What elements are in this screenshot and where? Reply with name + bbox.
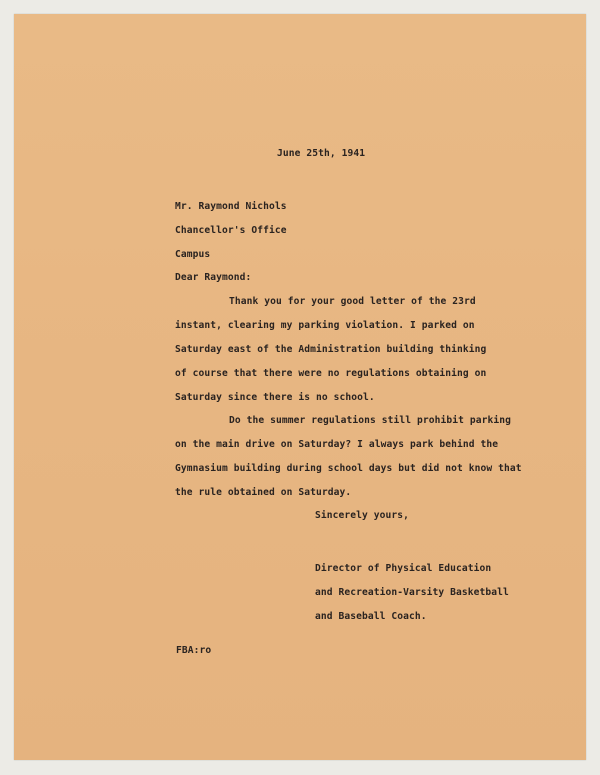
body-line: instant, clearing my parking violation. I parked on (175, 320, 475, 331)
body-line: the rule obtained on Saturday. (175, 487, 352, 498)
recipient-name: Mr. Raymond Nichols (175, 201, 287, 212)
recipient-location: Campus (175, 249, 211, 260)
signature-title-line: and Baseball Coach. (315, 611, 427, 622)
closing: Sincerely yours, (315, 510, 410, 521)
body-line: Gymnasium building during school days but did not know that (175, 463, 522, 474)
body-line: Saturday since there is no school. (175, 392, 375, 403)
body-line: on the main drive on Saturday? I always park behind the (175, 439, 499, 450)
body-line: of course that there were no regulations obtaining on (175, 368, 487, 379)
body-line: Thank you for your good letter of the 23rd (229, 296, 476, 307)
letter-page (14, 14, 586, 760)
signature-title-line: Director of Physical Education (315, 563, 492, 574)
reference-initials: FBA:ro (176, 645, 212, 656)
signature-title-line: and Recreation-Varsity Basketball (315, 587, 509, 598)
letter-date: June 25th, 1941 (277, 148, 366, 159)
body-line: Saturday east of the Administration building thinking (175, 344, 487, 355)
recipient-office: Chancellor's Office (175, 225, 287, 236)
body-line: Do the summer regulations still prohibit parking (229, 415, 512, 426)
salutation: Dear Raymond: (175, 272, 252, 283)
